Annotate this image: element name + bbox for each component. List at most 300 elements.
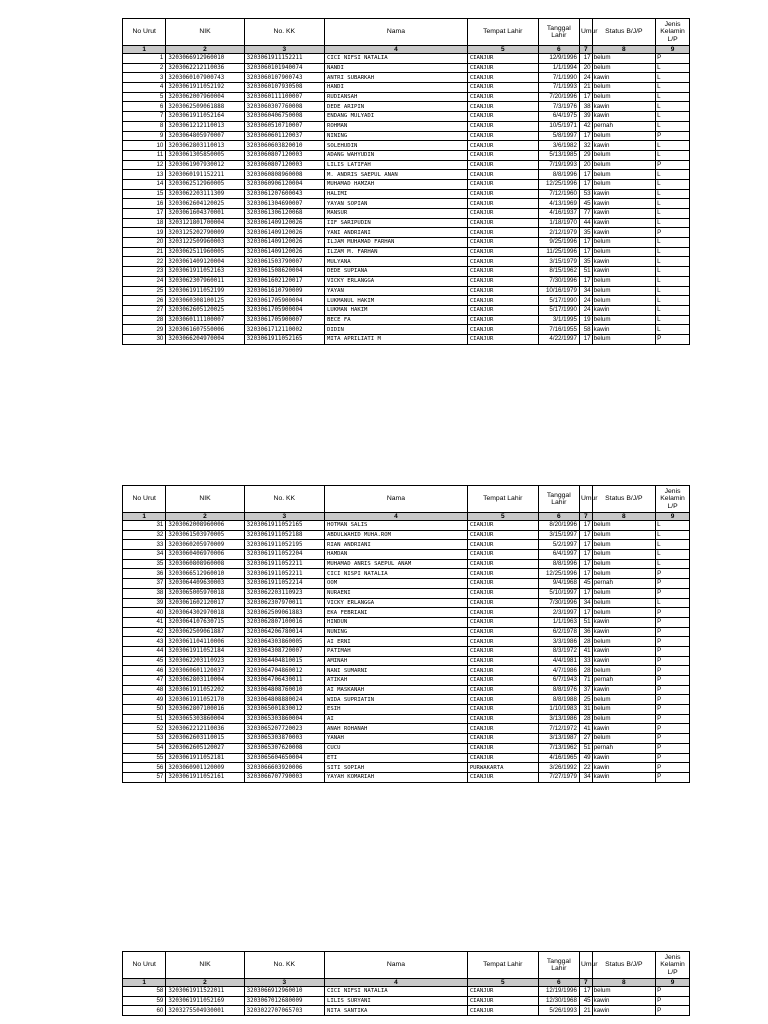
cell-umur: 21 [579,83,592,93]
cell-nik: 3203061607550006 [166,325,244,335]
cell-no-urut: 39 [123,598,166,608]
cell-umur: 51 [579,267,592,277]
cell-no-urut: 54 [123,743,166,753]
col-header-nama: Nama [325,952,468,979]
cell-nama: NURAENI [325,588,468,598]
cell-nik: 3203060191152211 [166,170,244,180]
cell-tanggal-lahir: 8/15/1962 [538,267,579,277]
cell-tanggal-lahir: 9/4/1968 [538,579,579,589]
cell-nama: HINDUN [325,617,468,627]
cell-nik: 3203061911052192 [166,83,244,93]
cell-nama: ANTRI SUBARKAH [325,73,468,83]
table-row [123,305,690,315]
cell-nama: HALIMI [325,189,468,199]
col-number: 4 [325,979,468,987]
cell-tempat-lahir: CIANJUR [467,695,538,705]
cell-nama: ESIH [325,705,468,715]
cell-status: kawin [592,112,655,122]
cell-tempat-lahir: CIANJUR [467,276,538,286]
cell-jenis-kelamin: L [656,199,690,209]
cell-jenis-kelamin: P [656,743,690,753]
cell-tempat-lahir: CIANJUR [467,305,538,315]
cell-jenis-kelamin: P [656,705,690,715]
cell-nik: 3203066204970004 [166,334,244,344]
cell-tempat-lahir: CIANJUR [467,179,538,189]
col-number: 1 [123,46,166,54]
cell-nama: NINING [325,131,468,141]
col-number: 6 [538,979,579,987]
cell-umur: 35 [579,228,592,238]
cell-jenis-kelamin: P [656,685,690,695]
cell-nik: 3203061911052202 [166,685,244,695]
col-number: 9 [656,979,690,987]
cell-status: kawin [592,141,655,151]
col-number: 5 [467,46,538,54]
cell-jenis-kelamin: L [656,170,690,180]
cell-no-kk: 3203062203110923 [244,588,324,598]
cell-nama: ROHMAN [325,121,468,131]
col-header-no-urut: No Urut [123,19,166,46]
cell-nama: DEDE ARIPIN [325,102,468,112]
cell-tanggal-lahir: 3/6/1982 [538,141,579,151]
cell-nik: 3203125202790009 [166,228,244,238]
cell-tanggal-lahir: 8/8/1988 [538,695,579,705]
cell-status: pernah [592,743,655,753]
cell-tempat-lahir: CIANJUR [467,150,538,160]
cell-nik: 3203062803110004 [166,676,244,686]
cell-umur: 27 [579,734,592,744]
col-header-status: Status B/J/P [592,486,655,513]
cell-status: belum [592,247,655,257]
col-header-no-kk: No. KK [244,19,324,46]
cell-jenis-kelamin: P [656,772,690,782]
cell-tanggal-lahir: 2/12/1979 [538,228,579,238]
table-row [123,763,690,773]
table-row [123,209,690,219]
col-header-jenis-kelamin: Jenis Kelamin L/P [656,486,690,513]
cell-no-kk: 3203060406750008 [244,112,324,122]
cell-status: belum [592,83,655,93]
cell-no-urut: 37 [123,579,166,589]
cell-tempat-lahir: CIANJUR [467,112,538,122]
table-row [123,141,690,151]
cell-status: kawin [592,102,655,112]
cell-no-kk: 3203060601120037 [244,131,324,141]
table-row [123,676,690,686]
cell-no-kk: 3203061304690007 [244,199,324,209]
cell-jenis-kelamin: L [656,92,690,102]
cell-tempat-lahir: CIANJUR [467,131,538,141]
cell-nik: 3203061911052161 [166,772,244,782]
cell-no-kk: 3203060107900743 [244,73,324,83]
table-row [123,121,690,131]
cell-tanggal-lahir: 7/12/1972 [538,724,579,734]
cell-status: kawin [592,772,655,782]
cell-tanggal-lahir: 3/13/1986 [538,714,579,724]
column-number-row [123,46,690,54]
cell-tanggal-lahir: 7/20/1996 [538,92,579,102]
cell-jenis-kelamin: L [656,598,690,608]
cell-umur: 34 [579,772,592,782]
col-header-nama: Nama [325,19,468,46]
cell-nama: ATIKAH [325,676,468,686]
cell-jenis-kelamin: L [656,276,690,286]
cell-tanggal-lahir: 1/1/1963 [538,617,579,627]
cell-umur: 32 [579,141,592,151]
cell-nama: LUKMAN HAKIM [325,305,468,315]
cell-nik: 3203061104110006 [166,637,244,647]
cell-nik: 3203060808960008 [166,559,244,569]
cell-nik: 3203065005970018 [166,588,244,598]
table-row [123,637,690,647]
table-row [123,627,690,637]
col-number: 9 [656,513,690,521]
table-row [123,987,690,997]
cell-no-kk: 3203061705900007 [244,315,324,325]
cell-no-urut: 59 [123,996,166,1006]
cell-no-urut: 15 [123,189,166,199]
col-header-tempat-lahir: Tempat Lahir [467,19,538,46]
cell-nama: ADANG WAHYUDIN [325,150,468,160]
cell-umur: 17 [579,92,592,102]
table-row [123,617,690,627]
cell-tanggal-lahir: 7/16/1955 [538,325,579,335]
col-number: 1 [123,979,166,987]
cell-nama: YAYAH KOMARIAH [325,772,468,782]
cell-umur: 17 [579,608,592,618]
cell-nik: 3203061911052184 [166,646,244,656]
col-number: 2 [166,46,244,54]
cell-no-kk: 3203061705900004 [244,296,324,306]
cell-tanggal-lahir: 3/3/1986 [538,637,579,647]
cell-nama: AI [325,714,468,724]
cell-umur: 24 [579,296,592,306]
cell-jenis-kelamin: P [656,608,690,618]
voter-table-2 [122,485,690,783]
cell-tempat-lahir: CIANJUR [467,238,538,248]
cell-umur: 20 [579,160,592,170]
cell-nama: MANSUR [325,209,468,219]
cell-jenis-kelamin: L [656,218,690,228]
cell-jenis-kelamin: P [656,131,690,141]
cell-umur: 24 [579,305,592,315]
cell-no-urut: 44 [123,646,166,656]
cell-status: belum [592,705,655,715]
col-number: 7 [579,513,592,521]
cell-tanggal-lahir: 5/13/1985 [538,150,579,160]
cell-nik: 3203066512960010 [166,569,244,579]
cell-tempat-lahir: CIANJUR [467,996,538,1006]
table-row [123,569,690,579]
cell-nik: 3203061911052170 [166,695,244,705]
cell-jenis-kelamin: L [656,296,690,306]
cell-jenis-kelamin: L [656,267,690,277]
cell-status: belum [592,179,655,189]
cell-status: kawin [592,753,655,763]
cell-tempat-lahir: CIANJUR [467,296,538,306]
col-header-tanggal-lahir: Tanggal Lahir [538,486,579,513]
cell-nama: BECE FA [325,315,468,325]
cell-no-urut: 60 [123,1006,166,1016]
cell-jenis-kelamin: L [656,63,690,73]
cell-status: kawin [592,724,655,734]
cell-jenis-kelamin: L [656,121,690,131]
table-row [123,257,690,267]
table-row [123,112,690,122]
cell-tanggal-lahir: 6/4/1997 [538,550,579,560]
cell-no-kk: 3203061911052188 [244,530,324,540]
col-number: 3 [244,979,324,987]
col-header-nik: NIK [166,486,244,513]
col-number: 2 [166,979,244,987]
cell-nama: SOLEHUDIN [325,141,468,151]
cell-no-kk: 3203064303860005 [244,637,324,647]
cell-nik: 3203064805970007 [166,131,244,141]
cell-status: belum [592,334,655,344]
cell-umur: 38 [579,102,592,112]
cell-tempat-lahir: CIANJUR [467,102,538,112]
cell-nik: 3203121801700004 [166,218,244,228]
cell-nik: 3203061305850005 [166,150,244,160]
cell-nik: 3203061911052163 [166,267,244,277]
cell-nama: MITA APRILIATI M [325,334,468,344]
cell-nama: ENDANG MULYADI [325,112,468,122]
cell-jenis-kelamin: L [656,540,690,550]
cell-status: belum [592,598,655,608]
cell-no-urut: 35 [123,559,166,569]
cell-tempat-lahir: CIANJUR [467,121,538,131]
cell-tanggal-lahir: 12/25/1996 [538,569,579,579]
cell-jenis-kelamin: L [656,112,690,122]
cell-jenis-kelamin: P [656,734,690,744]
cell-no-kk: 3203061503790007 [244,257,324,267]
cell-jenis-kelamin: P [656,1006,690,1016]
cell-tempat-lahir: CIANJUR [467,734,538,744]
cell-jenis-kelamin: L [656,189,690,199]
cell-jenis-kelamin: L [656,209,690,219]
cell-nama: RIAN ANDRIANI [325,540,468,550]
cell-nik: 3203061911052169 [166,996,244,1006]
cell-no-kk: 3203061409120026 [244,218,324,228]
cell-jenis-kelamin: L [656,530,690,540]
cell-tanggal-lahir: 7/30/1996 [538,598,579,608]
cell-umur: 35 [579,257,592,267]
cell-status: kawin [592,73,655,83]
cell-no-urut: 8 [123,121,166,131]
cell-status: kawin [592,646,655,656]
cell-tempat-lahir: CIANJUR [467,753,538,763]
cell-umur: 41 [579,646,592,656]
cell-status: belum [592,150,655,160]
cell-nik: 3203061911052199 [166,286,244,296]
cell-no-urut: 47 [123,676,166,686]
cell-tanggal-lahir: 4/4/1981 [538,656,579,666]
table-row [123,247,690,257]
cell-tanggal-lahir: 4/7/1986 [538,666,579,676]
cell-jenis-kelamin: P [656,54,690,64]
cell-tanggal-lahir: 1/18/1970 [538,218,579,228]
cell-tempat-lahir: CIANJUR [467,579,538,589]
cell-tempat-lahir: CIANJUR [467,83,538,93]
cell-nama: AI ERNI [325,637,468,647]
cell-umur: 45 [579,996,592,1006]
cell-umur: 31 [579,705,592,715]
cell-umur: 20 [579,63,592,73]
cell-status: belum [592,569,655,579]
cell-umur: 17 [579,521,592,531]
cell-nik: 3203062511960005 [166,247,244,257]
table-row [123,179,690,189]
table-row [123,579,690,589]
cell-umur: 42 [579,121,592,131]
cell-jenis-kelamin: P [656,753,690,763]
cell-nik: 3203061911052181 [166,753,244,763]
cell-tempat-lahir: CIANJUR [467,286,538,296]
cell-no-kk: 3203060807120003 [244,150,324,160]
table-row [123,598,690,608]
cell-nik: 3203061212110013 [166,121,244,131]
cell-tanggal-lahir: 5/8/1997 [538,131,579,141]
cell-nama: VICKY ERLANGGA [325,598,468,608]
col-header-nama: Nama [325,486,468,513]
header-row [123,952,690,979]
table-row [123,550,690,560]
cell-no-urut: 12 [123,160,166,170]
cell-nama: CICI NIFSI NATALIA [325,54,468,64]
cell-nama: IIF SARIPUDIN [325,218,468,228]
cell-jenis-kelamin: L [656,559,690,569]
cell-nik: 3203061602120017 [166,598,244,608]
cell-nama: DIDIN [325,325,468,335]
cell-tempat-lahir: CIANJUR [467,705,538,715]
cell-jenis-kelamin: P [656,695,690,705]
table-row [123,199,690,209]
cell-tempat-lahir: CIANJUR [467,588,538,598]
cell-tanggal-lahir: 8/3/1972 [538,646,579,656]
cell-tempat-lahir: CIANJUR [467,743,538,753]
cell-umur: 33 [579,656,592,666]
cell-tanggal-lahir: 7/12/1960 [538,189,579,199]
cell-nama: NANDI [325,63,468,73]
table-row [123,646,690,656]
cell-no-urut: 28 [123,315,166,325]
table-row [123,315,690,325]
cell-nik: 3203062007960004 [166,92,244,102]
cell-no-kk: 3203061911052214 [244,579,324,589]
cell-umur: 17 [579,276,592,286]
cell-status: belum [592,550,655,560]
cell-no-urut: 55 [123,753,166,763]
cell-tanggal-lahir: 7/3/1976 [538,102,579,112]
cell-nama: CICI NISPI NATALIA [325,569,468,579]
cell-tanggal-lahir: 3/15/1979 [538,257,579,267]
col-number: 8 [592,46,655,54]
cell-no-kk: 3203065303870003 [244,734,324,744]
cell-tempat-lahir: CIANJUR [467,228,538,238]
cell-umur: 17 [579,131,592,141]
cell-jenis-kelamin: P [656,579,690,589]
table-row [123,743,690,753]
cell-umur: 17 [579,247,592,257]
table-row [123,753,690,763]
cell-tanggal-lahir: 8/8/1976 [538,685,579,695]
cell-tempat-lahir: CIANJUR [467,1006,538,1016]
cell-umur: 17 [579,588,592,598]
col-header-tanggal-lahir: Tanggal Lahir [538,952,579,979]
cell-jenis-kelamin: L [656,141,690,151]
col-number: 8 [592,979,655,987]
cell-no-kk: 3203060807120003 [244,160,324,170]
cell-no-kk: 3203065001830012 [244,705,324,715]
cell-tanggal-lahir: 10/5/1971 [538,121,579,131]
cell-no-urut: 21 [123,247,166,257]
cell-no-kk: 3203062807100016 [244,617,324,627]
cell-status: belum [592,540,655,550]
col-header-no-kk: No. KK [244,486,324,513]
cell-no-urut: 2 [123,63,166,73]
col-header-jenis-kelamin: Jenis Kelamin L/P [656,19,690,46]
cell-umur: 21 [579,1006,592,1016]
col-number: 9 [656,46,690,54]
cell-jenis-kelamin: L [656,521,690,531]
cell-nama: CUCU [325,743,468,753]
cell-no-kk: 3203061705900004 [244,305,324,315]
col-header-status: Status B/J/P [592,952,655,979]
cell-status: belum [592,695,655,705]
cell-jenis-kelamin: P [656,160,690,170]
cell-no-kk: 3203064808880024 [244,695,324,705]
cell-nik: 3203066912960010 [166,54,244,64]
cell-no-kk: 3203066707790003 [244,772,324,782]
cell-umur: 37 [579,685,592,695]
cell-umur: 45 [579,579,592,589]
cell-tempat-lahir: CIANJUR [467,218,538,228]
col-header-tanggal-lahir: Tanggal Lahir [538,19,579,46]
cell-nama: RUDIANSAH [325,92,468,102]
cell-no-urut: 36 [123,569,166,579]
cell-tempat-lahir: CIANJUR [467,521,538,531]
cell-status: belum [592,63,655,73]
cell-jenis-kelamin: L [656,83,690,93]
cell-status: belum [592,734,655,744]
cell-umur: 71 [579,676,592,686]
cell-tanggal-lahir: 8/8/1996 [538,170,579,180]
cell-status: belum [592,131,655,141]
cell-status: kawin [592,685,655,695]
cell-tempat-lahir: CIANJUR [467,685,538,695]
cell-tanggal-lahir: 3/26/1992 [538,763,579,773]
cell-jenis-kelamin: L [656,179,690,189]
col-number: 2 [166,513,244,521]
col-header-no-kk: No. KK [244,952,324,979]
cell-no-urut: 18 [123,218,166,228]
col-number: 3 [244,46,324,54]
col-header-umur: Umur [579,952,592,979]
table-row [123,521,690,531]
cell-status: belum [592,296,655,306]
cell-nama: NANI SUMARNI [325,666,468,676]
cell-tanggal-lahir: 4/16/1965 [538,753,579,763]
cell-no-kk: 3203064808760010 [244,685,324,695]
cell-nama: ILZAM M. FARHAN [325,247,468,257]
cell-no-kk: 3203066912960010 [244,987,324,997]
cell-tempat-lahir: CIANJUR [467,160,538,170]
cell-nik: 3203060601120037 [166,666,244,676]
cell-status: belum [592,530,655,540]
cell-no-urut: 31 [123,521,166,531]
cell-umur: 34 [579,598,592,608]
cell-nik: 3203062807100016 [166,705,244,715]
